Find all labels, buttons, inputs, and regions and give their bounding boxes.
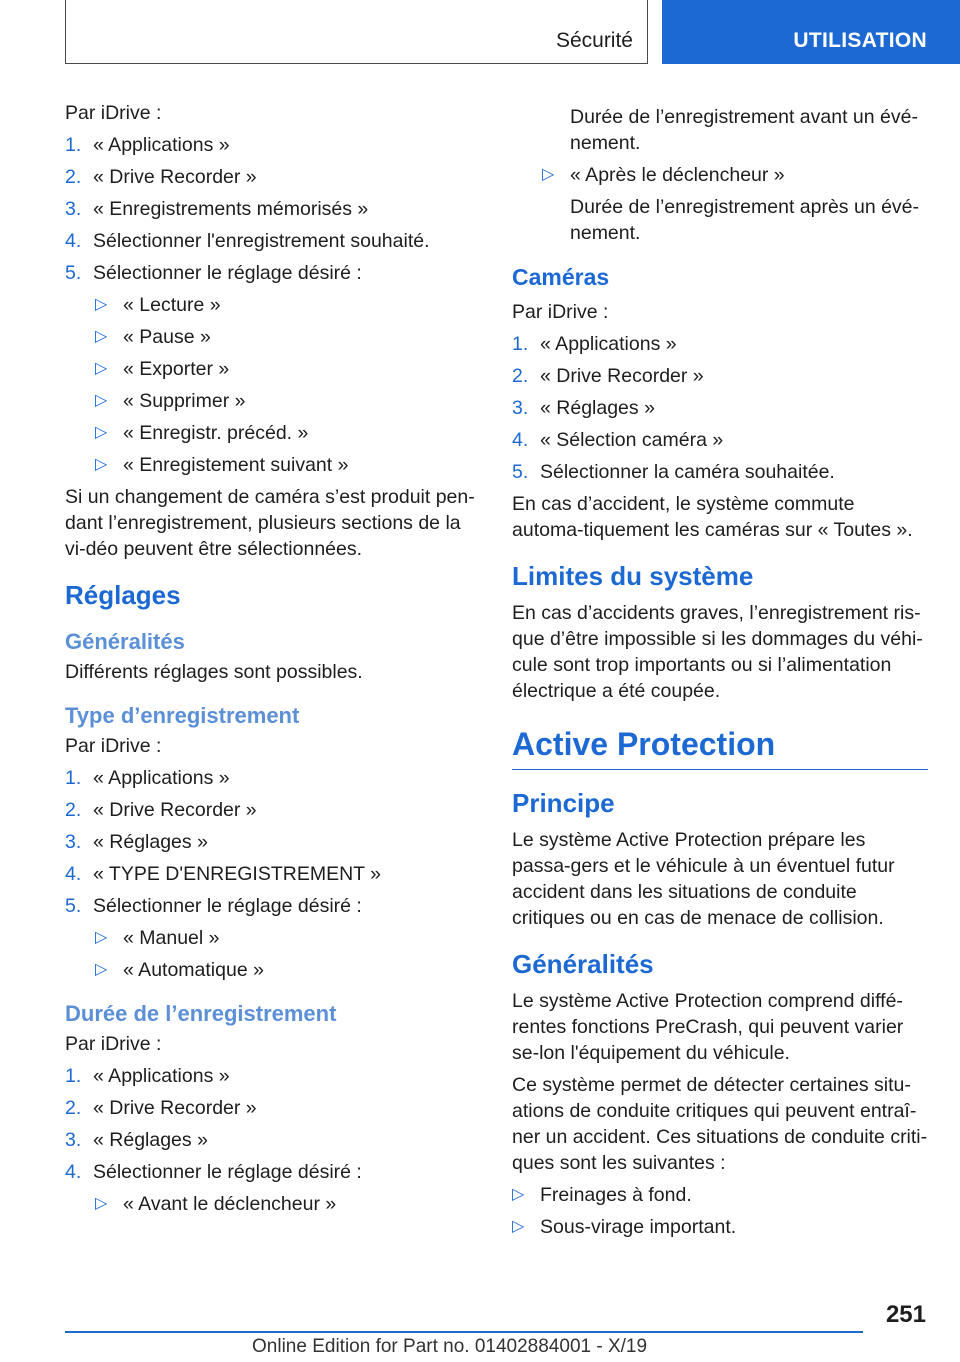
list-item-text: « Avant le déclencheur » (123, 1193, 337, 1215)
step-number: 5. (512, 461, 529, 483)
list-item (512, 1182, 928, 1208)
heading-principe: Principe (512, 788, 615, 818)
step-number: 2. (65, 1097, 82, 1119)
list-item-text: Sélectionner le réglage désiré : (93, 1161, 362, 1183)
list-item (65, 388, 477, 414)
triangle-right-icon: ▷ (95, 360, 108, 377)
generalites-text: Différents réglages sont possibles. (65, 661, 363, 683)
heading-cameras: Caméras (512, 264, 610, 290)
triangle-right-icon: ▷ (95, 328, 108, 345)
list-item (512, 162, 928, 188)
principe-paragraph: Le système Active Protection prépare les passa-gers et le véhicule à un éventuel futur accident dans les situations de conduite critiques ou en cas de menace de collision. (512, 829, 895, 929)
step-number: 4. (512, 429, 529, 451)
list-item-text: Sélectionner le réglage désiré : (93, 262, 362, 284)
steps-list-1 (65, 132, 477, 286)
left-column (65, 100, 477, 1223)
list-item (65, 452, 477, 478)
list-item (65, 196, 477, 222)
list-item-text: « Applications » (93, 767, 230, 789)
triangle-right-icon: ▷ (512, 1186, 525, 1203)
heading-active-protection: Active Protection (512, 726, 928, 770)
list-item (512, 1214, 928, 1240)
page-number: 251 (885, 1301, 926, 1328)
list-item (65, 861, 477, 887)
list-item (65, 1063, 477, 1089)
footer-edition: Online Edition for Part no. 01402884001 - X/19 (252, 1336, 648, 1357)
list-item (512, 363, 928, 389)
steps-list-4 (512, 331, 928, 485)
bullet-list (512, 1182, 928, 1240)
footer-rule (65, 1331, 863, 1333)
sub-list-2 (65, 925, 477, 983)
triangle-right-icon: ▷ (95, 456, 108, 473)
list-item-text: Sélectionner le réglage désiré : (93, 895, 362, 917)
step-number: 5. (65, 895, 82, 917)
step-number: 1. (65, 134, 82, 156)
list-item (512, 427, 928, 453)
list-item (65, 132, 477, 158)
continuation-avant: Durée de l’enregistrement avant un évé-nement. (570, 106, 918, 154)
list-item (65, 292, 477, 318)
list-item (65, 1127, 477, 1153)
list-item-text: « Réglages » (93, 831, 208, 853)
paragraph-camera-change: Si un changement de caméra s’est produit pen-dant l’enregistrement, plusieurs sections de la vi-déo peuvent être sélectionnées. (65, 486, 475, 560)
header-chapter-box (662, 0, 960, 64)
right-column (512, 104, 928, 1246)
list-item (65, 893, 477, 919)
list-item-text: « Drive Recorder » (540, 365, 704, 387)
list-item-text: « Applications » (93, 1065, 230, 1087)
list-item (65, 797, 477, 823)
triangle-right-icon: ▷ (512, 1218, 525, 1235)
triangle-right-icon: ▷ (95, 1195, 108, 1212)
list-item-text: « Applications » (93, 134, 230, 156)
header-chapter-title: UTILISATION (793, 29, 927, 52)
list-item-text: « Réglages » (93, 1129, 208, 1151)
triangle-right-icon: ▷ (95, 424, 108, 441)
list-item-text: « Sélection caméra » (540, 429, 724, 451)
heading-limites: Limites du système (512, 561, 754, 591)
intro-text: Par iDrive : (65, 102, 162, 124)
generalites-paragraph-2: Ce système permet de détecter certaines situ-ations de conduite critiques qui peuvent entraî-ner un accident. Ces situations de conduite criti-ques sont les suivantes : (512, 1074, 928, 1174)
triangle-right-icon: ▷ (95, 961, 108, 978)
heading-type-enregistrement: Type d’enregistrement (65, 703, 300, 728)
step-number: 2. (512, 365, 529, 387)
list-item-text: Sélectionner l'enregistrement souhaité. (93, 230, 430, 252)
list-item (512, 331, 928, 357)
list-item-text: Sous-virage important. (540, 1216, 737, 1238)
list-item-text: « Après le déclencheur » (570, 164, 785, 186)
list-item-text: « Drive Recorder » (93, 166, 257, 188)
list-item-text: « Enregistement suivant » (123, 454, 349, 476)
list-item (65, 356, 477, 382)
list-item (65, 829, 477, 855)
step-number: 1. (512, 333, 529, 355)
step-number: 2. (65, 166, 82, 188)
triangle-right-icon: ▷ (95, 296, 108, 313)
list-item-text: « Supprimer » (123, 390, 246, 412)
heading-generalites: Généralités (65, 629, 185, 654)
cameras-paragraph: En cas d’accident, le système commute automa-tiquement les caméras sur « Toutes ». (512, 493, 913, 541)
heading-reglages: Réglages (65, 580, 181, 610)
step-number: 3. (65, 831, 82, 853)
generalites-paragraph-1: Le système Active Protection comprend diffé-rentes fonctions PreCrash, qui peuvent varier se-lon l'équipement du véhicule. (512, 990, 904, 1064)
step-number: 1. (65, 1065, 82, 1087)
list-item (65, 1191, 477, 1217)
step-number: 4. (65, 1161, 82, 1183)
list-item (65, 260, 477, 286)
list-item-text: « Automatique » (123, 959, 264, 981)
list-item (512, 395, 928, 421)
list-item-text: « Exporter » (123, 358, 230, 380)
list-item-text: « TYPE D'ENREGISTREMENT » (93, 863, 381, 885)
list-item-text: « Enregistr. précéd. » (123, 422, 309, 444)
list-item-text: « Réglages » (540, 397, 655, 419)
list-item (512, 459, 928, 485)
steps-list-2 (65, 765, 477, 919)
header-section-title: Sécurité (555, 29, 633, 52)
list-item-text: « Applications » (540, 333, 677, 355)
list-item (65, 420, 477, 446)
sub-list-3 (65, 1191, 477, 1217)
list-item (65, 1095, 477, 1121)
step-number: 4. (65, 863, 82, 885)
step-number: 3. (65, 198, 82, 220)
cameras-intro-text: Par iDrive : (512, 301, 609, 323)
step-number: 1. (65, 767, 82, 789)
list-item (65, 925, 477, 951)
sub-list-after (512, 162, 928, 188)
step-number: 4. (65, 230, 82, 252)
triangle-right-icon: ▷ (95, 929, 108, 946)
sub-list-1 (65, 292, 477, 478)
list-item-text: Freinages à fond. (540, 1184, 692, 1206)
step-number: 3. (65, 1129, 82, 1151)
list-item-text: « Drive Recorder » (93, 1097, 257, 1119)
limites-paragraph: En cas d’accidents graves, l’enregistrement ris-que d’être impossible si les dommages du véhi-cule sont trop importants ou si l’alimentation électrique a été coupée. (512, 602, 923, 702)
list-item-text: Sélectionner la caméra souhaitée. (540, 461, 835, 483)
continuation-apres: Durée de l’enregistrement après un évé-nement. (570, 196, 920, 244)
list-item (65, 228, 477, 254)
header-section-box (65, 0, 648, 64)
triangle-right-icon: ▷ (542, 166, 555, 183)
heading-duree-enregistrement: Durée de l’enregistrement (65, 1001, 337, 1026)
type-intro-text: Par iDrive : (65, 735, 162, 757)
step-number: 2. (65, 799, 82, 821)
step-number: 5. (65, 262, 82, 284)
steps-list-3 (65, 1063, 477, 1185)
list-item (65, 1159, 477, 1185)
heading-generalites-2: Généralités (512, 949, 654, 979)
list-item-text: « Enregistrements mémorisés » (93, 198, 369, 220)
list-item-text: « Manuel » (123, 927, 220, 949)
list-item (65, 765, 477, 791)
triangle-right-icon: ▷ (95, 392, 108, 409)
step-number: 3. (512, 397, 529, 419)
list-item-text: « Lecture » (123, 294, 221, 316)
list-item-text: « Pause » (123, 326, 211, 348)
duree-intro-text: Par iDrive : (65, 1033, 162, 1055)
list-item (65, 324, 477, 350)
list-item-text: « Drive Recorder » (93, 799, 257, 821)
list-item (65, 957, 477, 983)
list-item (65, 164, 477, 190)
